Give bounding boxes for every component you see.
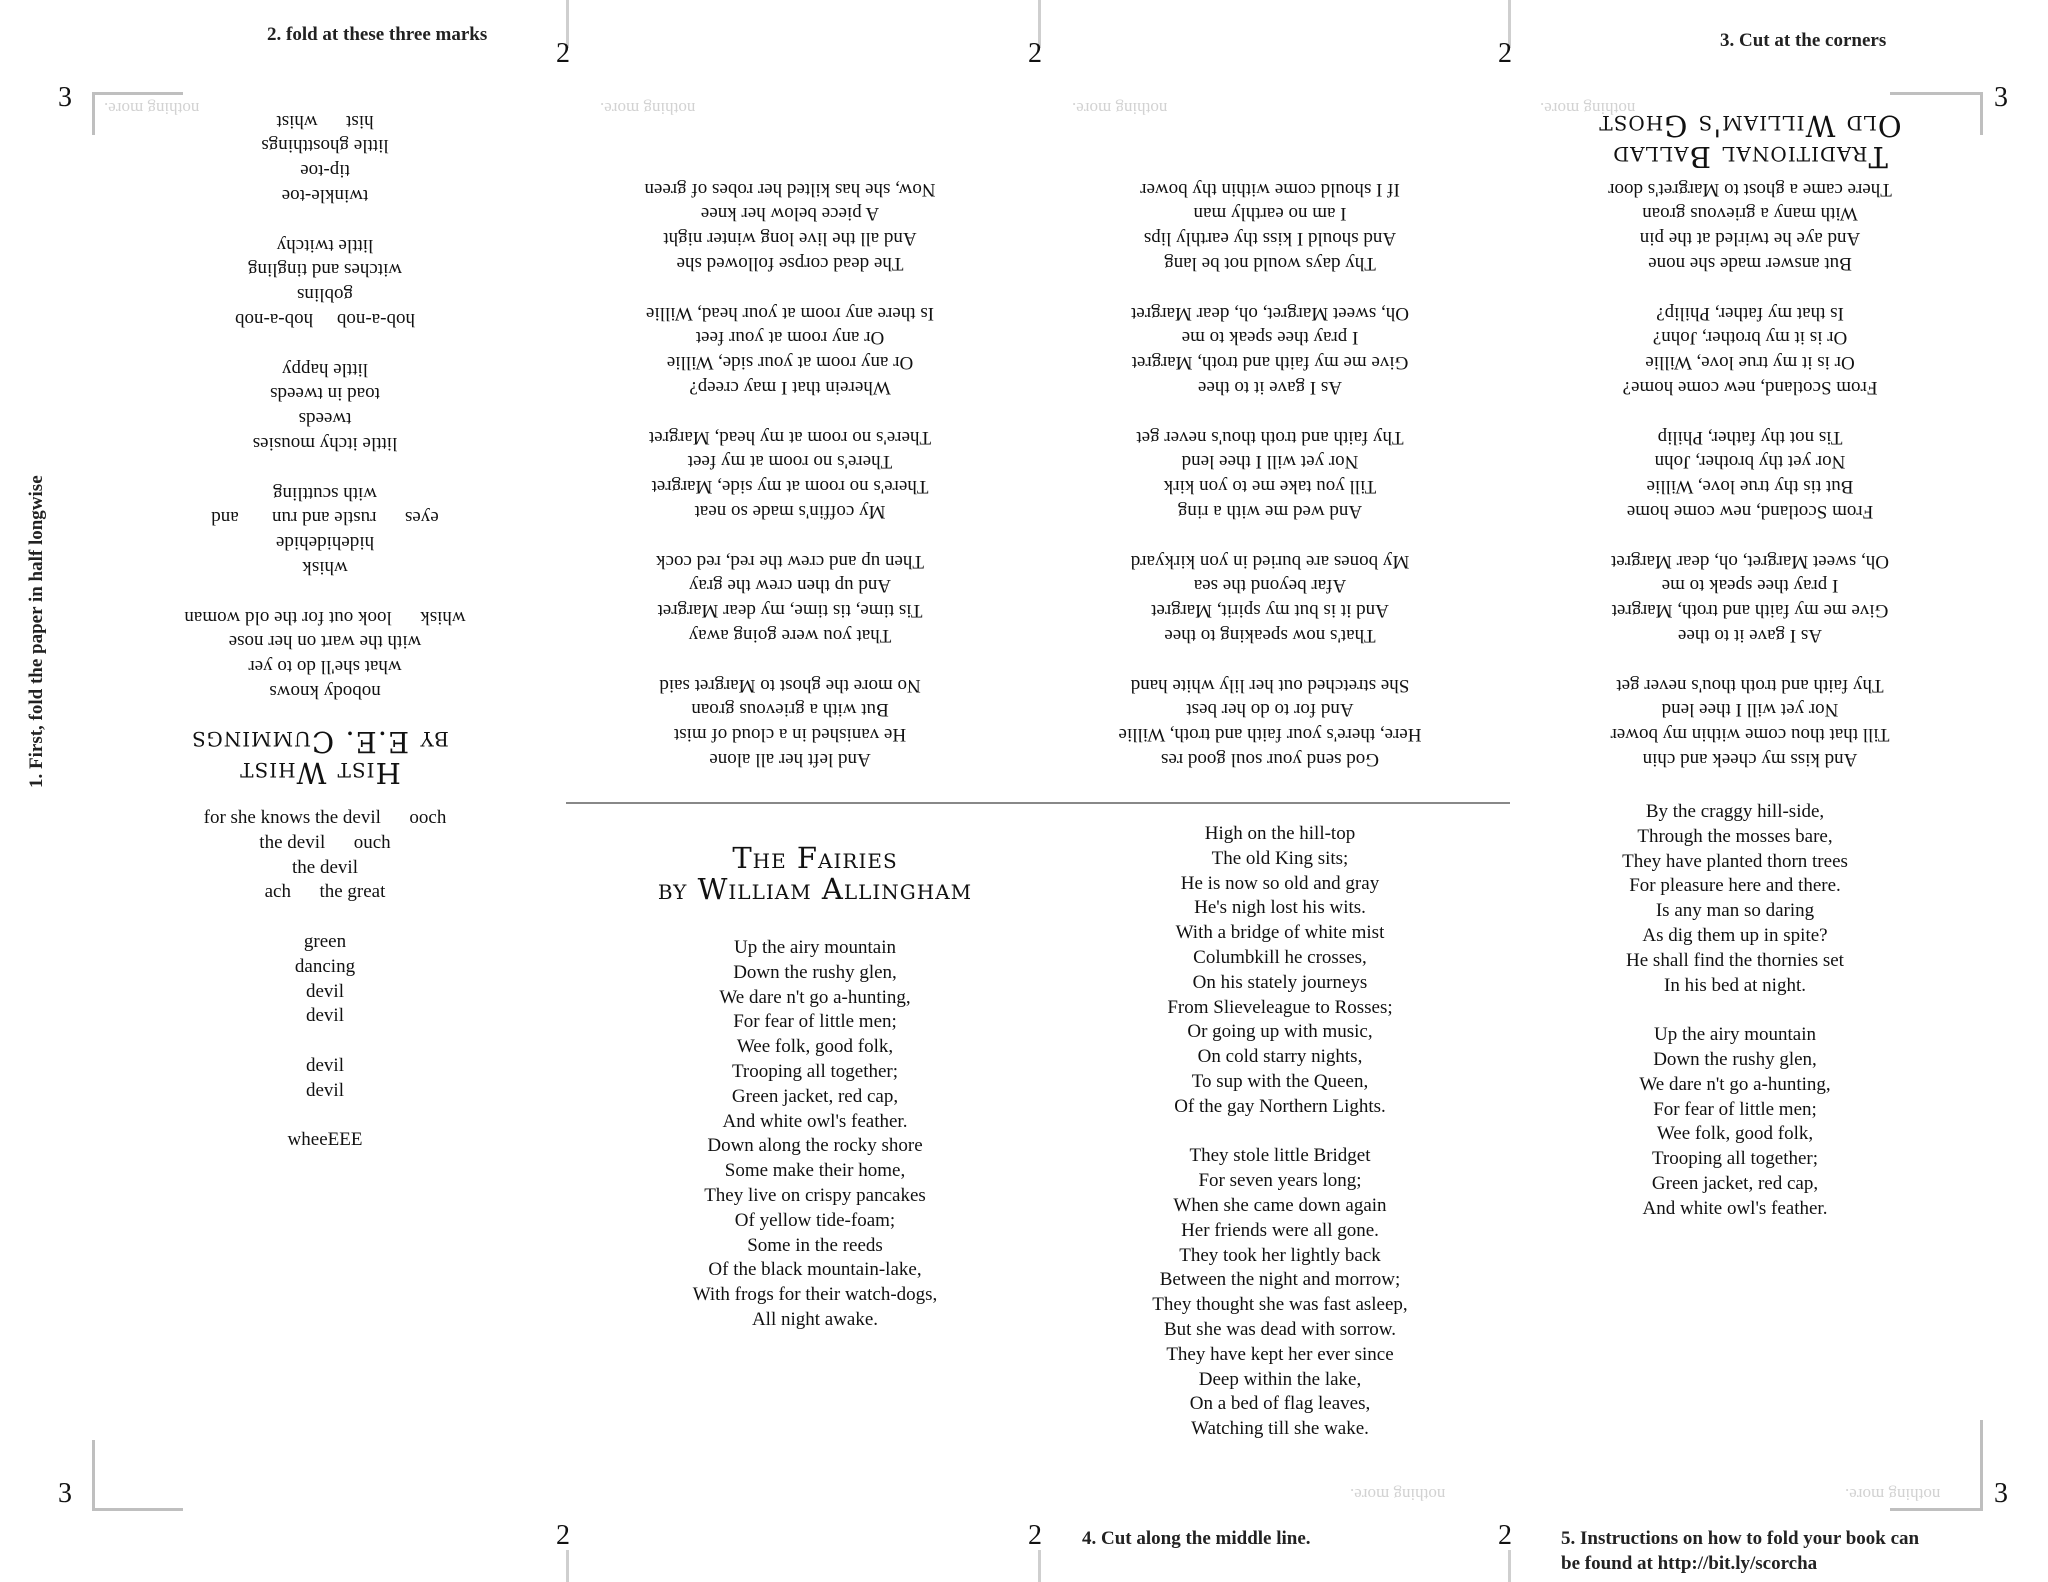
poem-line: little ghostthings	[261, 135, 389, 157]
poem-line: Oh, sweet Margret, oh, dear Margret	[1611, 550, 1889, 572]
poem-line	[170, 331, 480, 356]
poem-line: hidehidehide	[275, 532, 375, 554]
poem-line: In his bed at night.	[1664, 974, 1806, 996]
end-marker-text: nothing more.	[1540, 99, 1636, 118]
poem-line	[1580, 647, 1920, 672]
poem-line: Till that thou come within my bower	[1610, 724, 1890, 746]
poem-line: And all the live long winter night	[663, 228, 917, 250]
instruction-fold-longwise: 1. First, fold the paper in half longwise	[26, 475, 47, 788]
poem-line: Watching till she wake.	[1191, 1418, 1369, 1440]
poem-line: Trooping all together;	[731, 1060, 899, 1082]
end-marker-text: nothing more.	[1072, 99, 1168, 118]
poem-author: Traditional Ballad	[1612, 140, 1888, 174]
poem-line: green	[303, 930, 347, 952]
corner-mark-number: 3	[58, 1478, 72, 1509]
instruction-folding-link-line2: be found at http://bit.ly/scorcha	[1561, 1553, 1818, 1574]
poem-line: Down the rushy glen,	[1653, 1048, 1817, 1070]
poem-line: for she knows the devil ooch	[203, 807, 447, 828]
poem-line	[1580, 523, 1920, 548]
poem-line: dancing	[294, 955, 356, 977]
poem-line	[1580, 399, 1920, 424]
poem-line: They took her lightly back	[1179, 1244, 1381, 1266]
poem-line: With frogs for their watch-dogs,	[692, 1284, 938, 1306]
poem-line: Between the night and morrow;	[1159, 1269, 1401, 1291]
fold-mark-number: 2	[1028, 38, 1042, 69]
poem-line: Wherein that I may creep?	[689, 377, 891, 399]
fold-mark-number: 2	[1498, 1520, 1512, 1551]
poem-line	[1580, 275, 1920, 300]
poem-line: My coffin's made so neat	[694, 501, 886, 523]
poem-line: That's now speaking to thee	[1164, 625, 1376, 647]
poem-line: I am no earthly man	[1193, 203, 1347, 225]
poem-line: tweeds	[298, 408, 352, 430]
poem-line: Wee folk, good folk,	[1656, 1123, 1814, 1145]
poem-line	[170, 905, 480, 930]
poem-line: He's nigh lost his wits.	[1194, 897, 1366, 919]
poem-title: Hist Whist	[239, 756, 401, 790]
poem-line: By the craggy hill-side,	[1645, 801, 1825, 822]
poem-line: He is now so old and gray	[1180, 872, 1380, 894]
poem-line: There's no room at my head, Margret	[648, 426, 932, 448]
corner-mark-number: 3	[1994, 1478, 2008, 1509]
poem-line: Thy faith and troth thou's never get	[1136, 426, 1404, 448]
poem-line: Wee folk, good folk,	[736, 1036, 894, 1058]
end-marker-text: nothing more.	[1350, 1485, 1446, 1504]
poem-line: And wed me with a ring	[1177, 501, 1363, 523]
poem-line: They stole little Bridget	[1189, 1145, 1371, 1167]
fold-mark-number: 2	[1028, 1520, 1042, 1551]
poem-line	[1555, 998, 1915, 1023]
poem-line: I pray thee speak to me	[1661, 575, 1839, 597]
poem-line: Is any man so daring	[1655, 900, 1815, 922]
poem-line: Till you take me to yon kirk	[1163, 476, 1377, 498]
poem-line: Is that my father, Philip?	[1656, 302, 1844, 324]
poem-line	[620, 647, 960, 672]
poem-line: devil	[306, 980, 344, 1002]
poem-line	[1100, 275, 1440, 300]
poem-line: Afar beyond the sea	[1193, 575, 1347, 597]
poem-line: Thy faith and troth thou's never get	[1616, 674, 1884, 696]
the-fairies-title-block	[600, 843, 1030, 905]
old-williams-ghost-col-right	[1580, 110, 1920, 771]
poem-line: They live on crispy pancakes	[704, 1184, 926, 1206]
poem-line: To sup with the Queen,	[1191, 1070, 1369, 1092]
the-fairies-col-3	[1555, 800, 1915, 1222]
poem-line: Or any room at your side, Willie	[666, 352, 914, 374]
poem-line	[170, 207, 480, 232]
poem-line: For fear of little men;	[733, 1011, 897, 1033]
poem-title: The Fairies	[732, 841, 898, 875]
end-marker-text: nothing more.	[104, 99, 200, 118]
poem-line: Or going up with music,	[1187, 1021, 1373, 1043]
poem-line	[620, 399, 960, 424]
fold-mark-number: 2	[556, 38, 570, 69]
poem-line: With a bridge of white mist	[1175, 922, 1385, 944]
poem-line: wheeEEE	[287, 1129, 363, 1151]
poem-line: witches and tingling	[247, 259, 403, 281]
poem-line	[170, 455, 480, 480]
poem-line: Some in the reeds	[747, 1234, 883, 1256]
old-williams-ghost-col-middle	[1100, 176, 1440, 771]
poem-line: The old King sits;	[1211, 847, 1349, 869]
poem-line: with the wart on her nose	[228, 631, 422, 653]
hist-whist-upright-stanzas	[170, 806, 480, 1153]
poem-line: devil	[306, 1054, 344, 1076]
poem-line: And aye he twirled at the pin	[1639, 228, 1861, 250]
old-williams-ghost-col-left	[620, 176, 960, 771]
poem-line: We dare n't go a-hunting,	[1639, 1073, 1831, 1095]
poem-line: Or any room at your feet	[695, 327, 885, 349]
end-marker-text: nothing more.	[1845, 1485, 1941, 1504]
poem-line	[170, 579, 480, 604]
poem-line	[620, 523, 960, 548]
poem-line: If I should come within thy bower	[1140, 178, 1400, 200]
poem-line: twinkle-toe	[281, 185, 369, 207]
poem-line: Tis time, tis time, my dear Margret	[657, 600, 923, 622]
poem-line: Deep within the lake,	[1198, 1368, 1362, 1390]
poem-line: Then up and crew the red, red cock	[656, 550, 924, 572]
poem-line: Up the airy mountain	[1654, 1024, 1816, 1046]
poem-line: Oh, sweet Margret, oh, dear Margret	[1131, 302, 1409, 324]
poem-line: Tis not thy father, Philip	[1657, 426, 1843, 448]
poem-line: As I gave it to thee	[1197, 377, 1343, 399]
poem-line: And for to do her best	[1186, 699, 1354, 721]
poem-line: He vanished in a cloud of mist	[673, 724, 907, 746]
poem-line: devil	[306, 1005, 344, 1027]
fold-mark-line	[566, 1550, 569, 1582]
poem-line: There's no room at my feet	[687, 451, 893, 473]
poem-line	[1100, 399, 1440, 424]
poem-line: Here, there's your faith and troth, Willie	[1118, 724, 1422, 746]
poem-line: Or is it my brother, John?	[1652, 327, 1848, 349]
hist-whist-title-block	[180, 726, 460, 788]
poem-line: There came a ghost to Margret's door	[1608, 178, 1892, 200]
poem-line	[170, 1104, 480, 1129]
corner-cut-mark	[92, 1440, 183, 1511]
poem-line: Columbkill he crosses,	[1193, 946, 1367, 968]
poem-line: And left her all alone	[709, 749, 871, 771]
poem-line: Of the gay Northern Lights.	[1174, 1095, 1386, 1117]
poem-line: Nor yet thy brother, John	[1654, 451, 1846, 473]
poem-author: by E.E. Cummings	[191, 725, 449, 759]
poem-line: And kiss my cheek and chin	[1642, 749, 1858, 771]
poem-line: Give me my faith and troth, Margret	[1611, 600, 1889, 622]
instruction-folding-link-line1: 5. Instructions on how to fold your book can	[1561, 1528, 1920, 1549]
poem-line: Nor yet will I thee lend	[1181, 451, 1359, 473]
poem-line: whisk	[302, 557, 348, 579]
poem-line: Thy days would not be lang	[1164, 253, 1376, 275]
poem-author: by William Allingham	[657, 872, 973, 906]
poem-line: She stretched out her lily white hand	[1130, 674, 1410, 696]
poem-line: All night awake.	[751, 1308, 879, 1330]
poem-line	[1085, 1120, 1475, 1145]
poem-line: nobody knows	[269, 681, 381, 703]
poem-line: little itchy mousies	[252, 433, 398, 455]
poem-line: As dig them up in spite?	[1642, 924, 1828, 946]
instruction-cut-middle: 4. Cut along the middle line.	[1082, 1528, 1311, 1549]
poem-line: eyes rustle and run and	[211, 507, 439, 529]
poem-line: From Scotland, new come home	[1626, 501, 1874, 523]
fold-mark-number: 2	[556, 1520, 570, 1551]
poem-line: hob-a-nob hob-a-nob	[235, 309, 415, 331]
poem-line: the devil	[292, 856, 358, 878]
poem-line: tip-toe	[300, 160, 350, 182]
poem-line: Through the mosses bare,	[1637, 825, 1833, 847]
poem-line: We dare n't go a-hunting,	[719, 986, 911, 1008]
poem-line: As I gave it to thee	[1677, 625, 1823, 647]
poem-line: And white owl's feather.	[1642, 1197, 1828, 1219]
poem-line: Nor yet will I thee lend	[1661, 699, 1839, 721]
poem-line: He shall find the thornies set	[1626, 949, 1844, 971]
poem-line: Trooping all together;	[1651, 1148, 1819, 1170]
poem-line	[620, 275, 960, 300]
middle-cut-line	[566, 802, 1510, 804]
poem-line: On cold starry nights,	[1197, 1046, 1363, 1068]
poem-line: They have planted thorn trees	[1622, 850, 1848, 872]
poem-line: little happy	[282, 358, 369, 380]
instruction-fold-marks: 2. fold at these three marks	[267, 24, 488, 45]
poem-line: But answer made she none	[1648, 253, 1852, 275]
corner-mark-number: 3	[1994, 82, 2008, 113]
poem-line: On his stately journeys	[1192, 971, 1368, 993]
poem-line: My bones are buried in yon kirkyard	[1130, 550, 1410, 572]
poem-line: For fear of little men;	[1653, 1098, 1817, 1120]
poem-line: Is there any room at your head, Willie	[646, 302, 935, 324]
poem-line: A piece below her knee	[700, 203, 880, 225]
poem-line: The dead corpse followed she	[676, 253, 904, 275]
poem-line: Of yellow tide-foam;	[734, 1209, 896, 1231]
poem-line: Down along the rocky shore	[707, 1135, 923, 1157]
poem-line: whisk look out for the old woman	[184, 606, 466, 628]
poem-line: God send your soul good res	[1161, 749, 1379, 771]
poem-line: Green jacket, red cap,	[1651, 1172, 1819, 1194]
the-fairies-col-2	[1085, 822, 1475, 1442]
poem-line: ach the great	[264, 881, 386, 903]
poem-line: Give me my faith and troth, Margret	[1131, 352, 1409, 374]
poem-line: And white owl's feather.	[722, 1110, 908, 1132]
poem-line: High on the hill-top	[1204, 823, 1356, 844]
poem-line: But she was dead with sorrow.	[1163, 1318, 1396, 1340]
poem-line: From Scotland, new come home?	[1622, 377, 1878, 399]
poem-line: From Slieveleague to Rosses;	[1167, 996, 1393, 1018]
poem-line: They thought she was fast asleep,	[1152, 1294, 1408, 1316]
poem-line: Of the black mountain-lake,	[708, 1259, 922, 1281]
poem-line: When she came down again	[1173, 1194, 1387, 1216]
poem-title: Old William's Ghost	[1598, 109, 1902, 143]
poem-line: hist whist	[276, 110, 374, 132]
poem-line: And it is but my spirit, Margret	[1151, 600, 1389, 622]
poem-line: For seven years long;	[1198, 1170, 1362, 1192]
poem-line: On a bed of flag leaves,	[1189, 1393, 1371, 1415]
poem-line: And up then crew the gray	[688, 575, 892, 597]
poem-line: Green jacket, red cap,	[731, 1085, 899, 1107]
poem-line: Up the airy mountain	[734, 937, 896, 958]
poem-line: Or is it my true love, Willie	[1645, 352, 1855, 374]
poem-line: little twitchy	[276, 234, 374, 256]
poem-line: goblins	[297, 284, 353, 306]
poem-line: For pleasure here and there.	[1629, 875, 1841, 897]
fold-mark-line	[1508, 1550, 1511, 1582]
poem-line: I pray thee speak to me	[1181, 327, 1359, 349]
the-fairies-col-1	[620, 936, 1010, 1333]
end-marker-text: nothing more.	[600, 99, 696, 118]
poem-line: devil	[306, 1079, 344, 1101]
poem-line: Down the rushy glen,	[733, 961, 897, 983]
poem-line	[170, 1029, 480, 1054]
poem-line: That you were going away	[688, 625, 892, 647]
poem-line: And should I kiss thy earthly lips	[1143, 228, 1397, 250]
poem-line: But with a grievous groan	[691, 699, 889, 721]
fold-mark-number: 2	[1498, 38, 1512, 69]
poem-line: what she'll do to yer	[248, 656, 402, 678]
poem-line: There's no room at my side, Margret	[651, 476, 929, 498]
poem-line	[1100, 647, 1440, 672]
corner-mark-number: 3	[58, 82, 72, 113]
poem-line	[1100, 523, 1440, 548]
poem-line: Her friends were all gone.	[1181, 1219, 1379, 1241]
poem-line: with scuttling	[273, 482, 377, 504]
fold-mark-line	[1038, 1550, 1041, 1582]
instruction-cut-corners: 3. Cut at the corners	[1720, 30, 1887, 51]
poem-line: Some make their home,	[724, 1160, 906, 1182]
hist-whist-upside-stanzas	[170, 108, 480, 703]
poem-line: With many a grievous groan	[1642, 203, 1858, 225]
poem-line: But tis thy true love, Willie	[1646, 476, 1854, 498]
poem-line: Now, she has kilted her robes of green	[644, 178, 936, 200]
poem-line: They have kept her ever since	[1166, 1343, 1394, 1365]
poem-line: the devil ouch	[259, 831, 391, 853]
poem-line: toad in tweeds	[270, 383, 380, 405]
poem-line: No more the ghost to Margret said	[659, 674, 921, 696]
